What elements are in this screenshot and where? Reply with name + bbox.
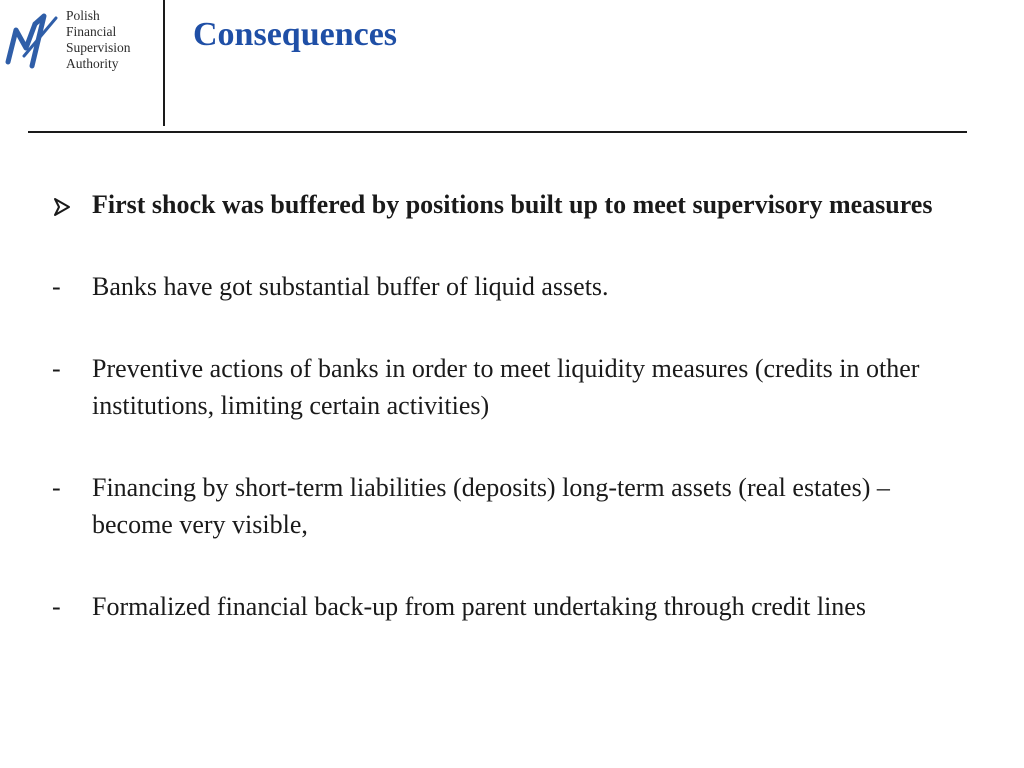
lead-bullet-text: First shock was buffered by positions built up to meet supervisory measures [92,190,933,219]
slide-body [52,186,970,625]
dash-bullet-point [52,268,970,305]
logo-wordmark [66,8,162,72]
logo-line: Financial [66,24,117,39]
bullet-text: Preventive actions of banks in order to meet liquidity measures (credits in other institutions, limiting certain activities) [92,354,920,420]
dash-bullet-point [52,469,970,543]
dash-bullet-point [52,588,970,625]
dash-marker: - [52,272,61,301]
dash-marker: - [52,473,61,502]
title-divider [28,131,967,133]
dash-marker: - [52,592,61,621]
logo-divider [163,0,165,126]
logo-line: Polish [66,8,100,23]
bullet-text: Formalized financial back-up from parent undertaking through credit lines [92,592,866,621]
slide-title: Consequences [193,16,398,53]
lead-bullet-point [52,186,970,223]
dash-bullet-point [52,350,970,424]
knf-logo-icon [2,10,64,74]
logo-line: Authority [66,56,119,71]
dash-marker: - [52,354,61,383]
bullet-text: Banks have got substantial buffer of liquid assets. [92,272,609,301]
arrow-bullet-icon [52,186,92,217]
logo-line: Supervision [66,40,131,55]
bullet-text: Financing by short-term liabilities (deposits) long-term assets (real estates) – become very visible, [92,473,890,539]
